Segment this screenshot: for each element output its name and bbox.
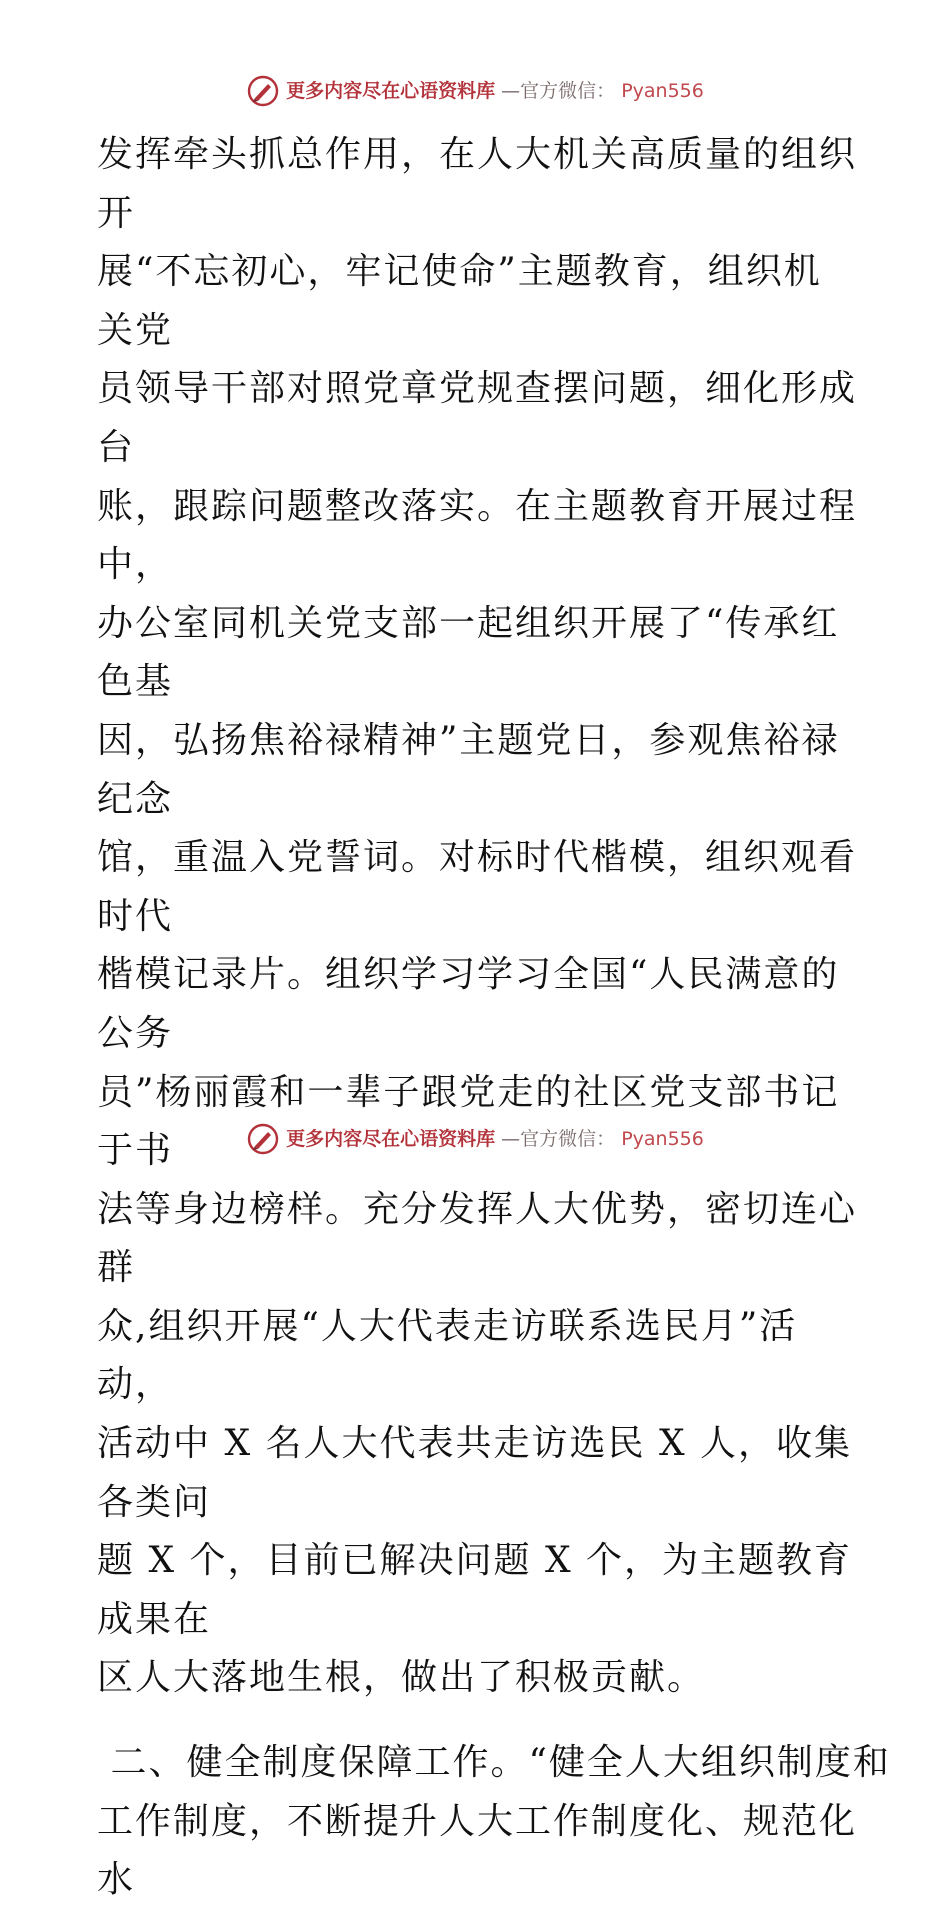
pen-seal-icon bbox=[246, 74, 280, 108]
text-line: 活动中 X 名人大代表共走访选民 X 人，收集各类问 bbox=[97, 1423, 853, 1523]
text-line: 账，跟踪问题整改落实。在主题教育开展过程中， bbox=[97, 485, 858, 586]
footer-banner bbox=[0, 1119, 950, 1159]
text-line: 员”杨丽霞和一辈子跟党走的社区党支部书记于书 bbox=[97, 1071, 840, 1172]
banner-main-text: 更多内容尽在心语资料库 bbox=[286, 1127, 496, 1150]
header-banner bbox=[0, 71, 950, 111]
text-line: 因，弘扬焦裕禄精神”主题党日，参观焦裕禄纪念 bbox=[97, 719, 840, 820]
text-line: 工作制度，不断提升人大工作制度化、规范化水 bbox=[97, 1800, 858, 1901]
document-body bbox=[97, 126, 891, 1910]
text-line: 题 X 个，目前已解决问题 X 个，为主题教育成果在 bbox=[97, 1540, 853, 1640]
text-line: 办公室同机关党支部一起组织开展了“传承红色基 bbox=[97, 602, 840, 703]
text-line: 二、健全制度保障工作。“健全人大组织制度和 bbox=[97, 1742, 891, 1784]
paragraph-1 bbox=[97, 126, 857, 1708]
text-line: 法等身边榜样。充分发挥人大优势，密切连心群 bbox=[97, 1188, 858, 1289]
banner-wechat-id: Pyan556 bbox=[621, 1127, 704, 1150]
paragraph-2 bbox=[97, 1734, 891, 1910]
text-line: 众,组织开展“人大代表走访联系选民月”活动， bbox=[97, 1305, 798, 1406]
text-line: 展“不忘初心，牢记使命”主题教育，组织机关党 bbox=[97, 251, 822, 351]
text-line: 员领导干部对照党章党规查摆问题，细化形成台 bbox=[97, 368, 858, 468]
text-line: 发挥牵头抓总作用，在人大机关高质量的组织开 bbox=[97, 134, 858, 234]
text-line: 楷模记录片。组织学习学习全国“人民满意的公务 bbox=[97, 954, 840, 1054]
text-line: 馆，重温入党誓词。对标时代楷模，组织观看时代 bbox=[97, 837, 858, 937]
banner-dash-text: —官方微信： bbox=[501, 79, 616, 102]
pen-seal-icon bbox=[246, 1122, 280, 1156]
banner-main-text: 更多内容尽在心语资料库 bbox=[286, 79, 496, 102]
banner-wechat-id: Pyan556 bbox=[621, 79, 704, 102]
text-line: 区人大落地生根，做出了积极贡献。 bbox=[97, 1657, 706, 1699]
banner-dash-text: —官方微信： bbox=[501, 1127, 616, 1150]
